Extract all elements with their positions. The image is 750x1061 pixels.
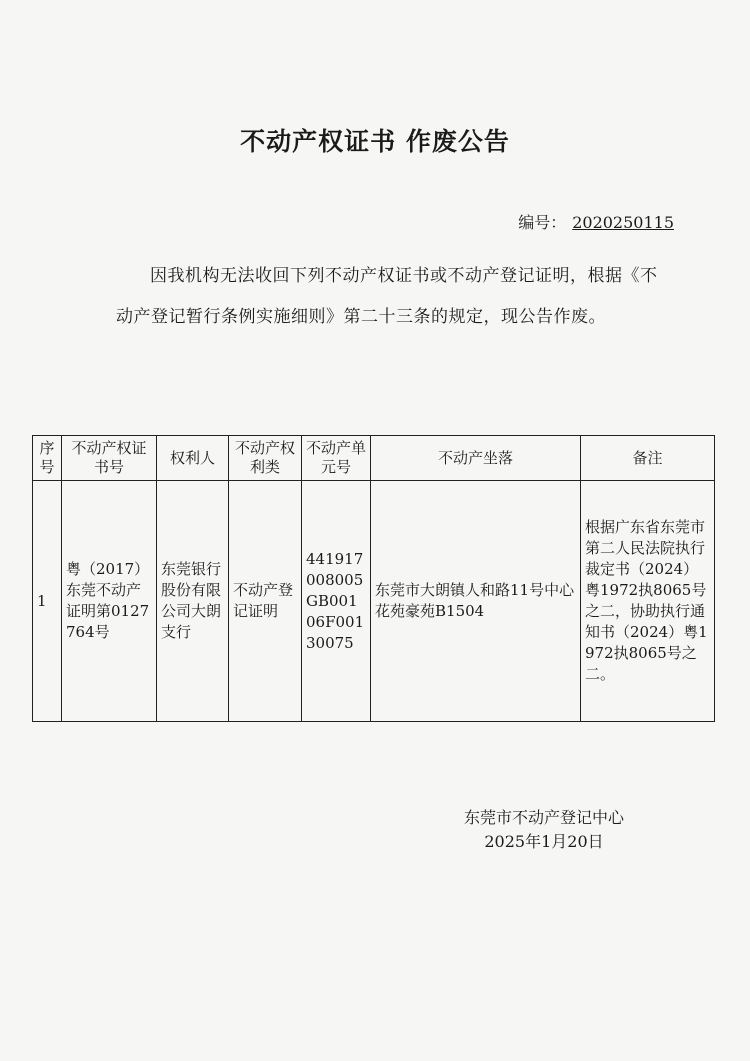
header-seq: 序号 xyxy=(33,436,62,481)
header-right-type: 不动产权利类 xyxy=(229,436,302,481)
cell-holder: 东莞银行股份有限公司大朗支行 xyxy=(157,481,229,722)
certificate-table xyxy=(32,435,715,722)
doc-number-value: 2020250115 xyxy=(572,213,674,232)
header-cert-no: 不动产权证书号 xyxy=(62,436,157,481)
notice-body: 因我机构无法收回下列不动产权证书或不动产登记证明，根据《不动产登记暂行条例实施细则》第二十三条的规定，现公告作废。 xyxy=(116,266,658,327)
cell-cert-no: 粤（2017）东莞不动产证明第0127764号 xyxy=(62,481,157,722)
doc-number-label: 编号： xyxy=(518,213,567,232)
cell-remark: 根据广东省东莞市第二人民法院执行裁定书（2024）粤1972执8065号之二，协助执行通知书（2024）粤1972执8065号之二。 xyxy=(581,481,715,722)
issuer-org: 东莞市不动产登记中心 xyxy=(463,808,624,827)
header-holder: 权利人 xyxy=(157,436,229,481)
cell-location: 东莞市大朗镇人和路11号中心花苑豪苑B1504 xyxy=(371,481,581,722)
issue-date: 2025年1月20日 xyxy=(484,832,604,851)
table-header-row xyxy=(33,436,715,481)
issuer-block xyxy=(444,806,644,854)
header-location: 不动产坐落 xyxy=(371,436,581,481)
header-remark: 备注 xyxy=(581,436,715,481)
doc-number xyxy=(518,210,674,233)
cell-unit-no: 441917008005GB00106F00130075 xyxy=(302,481,371,722)
header-unit-no: 不动产单元号 xyxy=(302,436,371,481)
cell-right-type: 不动产登记证明 xyxy=(229,481,302,722)
cell-seq: 1 xyxy=(33,481,62,722)
table-row xyxy=(33,481,715,722)
notice-title: 不动产权证书 作废公告 xyxy=(240,127,510,156)
